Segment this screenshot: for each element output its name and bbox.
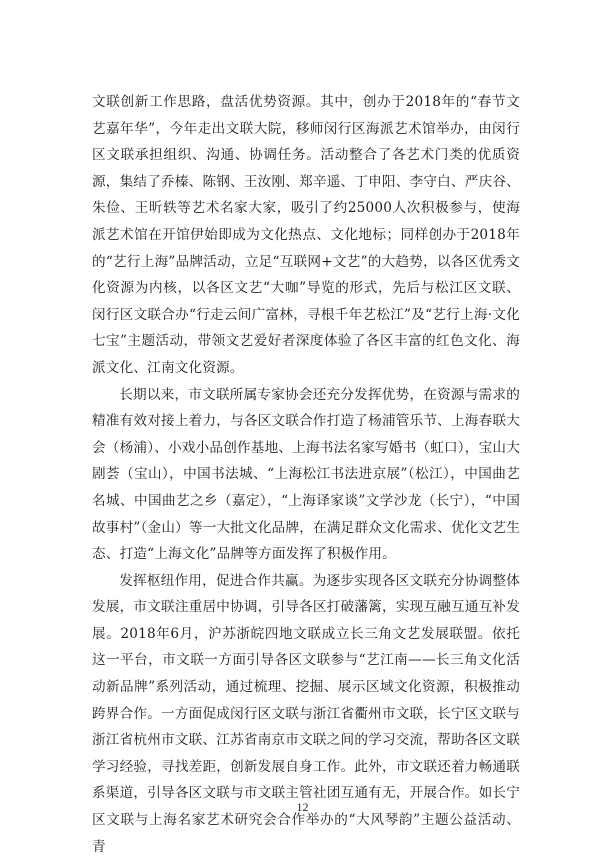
paragraph-2: 长期以来，市文联所属专家协会还充分发挥优势，在资源与需求的精准有效对接上着力，与各区文联合作打造了杨浦管乐节、上海春联大会（杨浦）、小戏小品创作基地、上海书法名家写婚书（虹口），宝山大剧荟（宝山），中国书法城、“上海松江书法进京展”（松江），中国曲艺名城、中国曲艺之乡（嘉定），“上海译家谈”文学沙龙（长宁），“中国故事村”（金山）等一大批文化品牌，在满足群众文化需求、优化文艺生态、打造“上海文化”品牌等方面发挥了积极作用。	[92, 386, 520, 563]
paragraph-1: 文联创新工作思路，盘活优势资源。其中，创办于2018年的“春节文艺嘉年华”，今年走出文联大院，移师闵行区海派艺术馆举办，由闵行区文联承担组织、沟通、协调任务。活动整合了各艺术门类的优质资源，集结了乔榛、陈钢、王汝刚、郑辛遥、丁申阳、李守白、严庆谷、朱俭、王昕轶等艺术名家大家，吸引了约25000人次积极参与，使海派艺术馆在开馆伊始即成为文化热点、文化地标；同样创办于2018年的“艺行上海”品牌活动，立足“互联网+文艺”的大趋势，以各区优秀文化资源为内核，以各区文艺“大咖”导览的形式，先后与松江区文联、闵行区文联合办“行走云间广富林，寻根千年艺松江”及“艺行上海·文化七宝”主题活动，带领文艺爱好者深度体验了各区丰富的红色文化、海派文化、江南文化资源。	[92, 94, 520, 376]
page-number: 12	[296, 800, 309, 814]
document-body	[92, 89, 520, 860]
paragraph-3: 发挥枢纽作用，促进合作共赢。为逐步实现各区文联充分协调整体发展，市文联注重居中协调，引导各区打破藩篱，实现互融互通互补发展。2018年6月，沪苏浙皖四地文联成立长三角文艺发展联盟。依托这一平台，市文联一方面引导各区文联参与“艺江南——长三角文化活动新品牌”系列活动，通过梳理、挖掘、展示区域文化资源，积极推动跨界合作。一方面促成闵行区文联与浙江省衢州市文联，长宁区文联与浙江省杭州市文联、江苏省南京市文联之间的学习交流，帮助各区文联学习经验，寻找差距，创新发展自身工作。此外，市文联还着力畅通联系渠道，引导各区文联与市文联主管社团互通有无，开展合作。如长宁区文联与上海名家艺术研究会合作举办的“大风琴韵”主题公益活动、青	[92, 572, 520, 855]
